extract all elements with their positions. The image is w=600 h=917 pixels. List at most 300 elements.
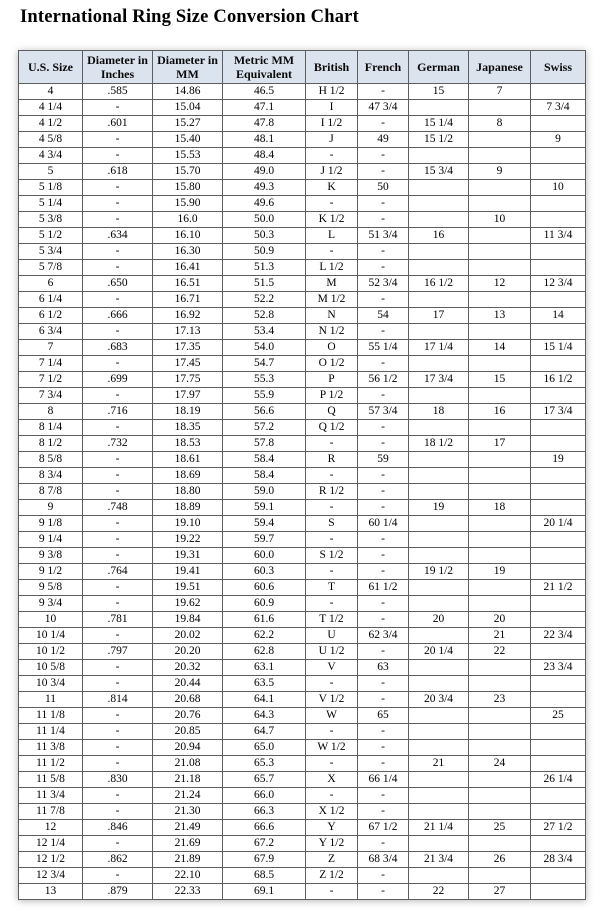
cell [409,212,469,228]
cell: 11 1/8 [19,708,83,724]
cell [469,596,531,612]
cell [469,148,531,164]
cell: I 1/2 [306,116,358,132]
cell: - [306,564,358,580]
cell [409,468,469,484]
cell: 9 3/8 [19,548,83,564]
cell [409,548,469,564]
cell [531,212,586,228]
cell: 18.53 [153,436,223,452]
cell: 11 3/8 [19,740,83,756]
table-row [19,548,586,564]
cell: 27 1/2 [531,820,586,836]
table-row [19,228,586,244]
cell [409,676,469,692]
cell: .716 [83,404,153,420]
cell: 20.94 [153,740,223,756]
cell: 11 5/8 [19,772,83,788]
cell: K 1/2 [306,212,358,228]
cell: .781 [83,612,153,628]
cell: - [83,212,153,228]
cell [469,580,531,596]
cell: - [358,84,409,100]
cell: - [83,740,153,756]
cell: 63.5 [223,676,306,692]
cell: 14.86 [153,84,223,100]
table-row [19,868,586,884]
table-row [19,132,586,148]
cell: 26 [469,852,531,868]
cell: 19 [409,500,469,516]
cell: - [306,756,358,772]
cell [531,260,586,276]
cell: 16.30 [153,244,223,260]
cell: 21.49 [153,820,223,836]
table-row [19,564,586,580]
cell: 28 3/4 [531,852,586,868]
cell: 50.9 [223,244,306,260]
cell: P [306,372,358,388]
cell: N 1/2 [306,324,358,340]
cell: 62.8 [223,644,306,660]
column-header: Diameter in Inches [83,51,153,84]
cell: P 1/2 [306,388,358,404]
cell: 61.6 [223,612,306,628]
cell: 19.10 [153,516,223,532]
cell: 11 1/2 [19,756,83,772]
cell [531,292,586,308]
table-row [19,500,586,516]
cell: 64.1 [223,692,306,708]
cell: M 1/2 [306,292,358,308]
cell: 10 3/4 [19,676,83,692]
cell: - [83,708,153,724]
cell: 19.51 [153,580,223,596]
cell [531,436,586,452]
cell: 18 [469,500,531,516]
cell: 57 3/4 [358,404,409,420]
column-header: German [409,51,469,84]
table-row [19,724,586,740]
cell: 11 1/4 [19,724,83,740]
cell [531,468,586,484]
cell [469,740,531,756]
page-title: International Ring Size Conversion Chart [20,7,359,27]
cell [409,740,469,756]
cell: 65 [358,708,409,724]
cell: 19.31 [153,548,223,564]
cell: 15 3/4 [409,164,469,180]
cell [469,804,531,820]
table-row [19,308,586,324]
cell [469,468,531,484]
cell: 52.2 [223,292,306,308]
cell [469,388,531,404]
table-row [19,404,586,420]
cell: 11 7/8 [19,804,83,820]
cell: 11 3/4 [19,788,83,804]
cell: - [306,596,358,612]
table-row [19,468,586,484]
cell: 19 1/2 [409,564,469,580]
cell [531,676,586,692]
cell: 22 3/4 [531,628,586,644]
cell: X 1/2 [306,804,358,820]
cell: 21 [409,756,469,772]
cell: 47.8 [223,116,306,132]
cell [469,788,531,804]
cell [531,612,586,628]
cell: 8 7/8 [19,484,83,500]
cell: L [306,228,358,244]
cell: 9 1/2 [19,564,83,580]
cell: - [358,676,409,692]
column-header: Diameter in MM [153,51,223,84]
cell [531,356,586,372]
cell: - [83,180,153,196]
cell [409,484,469,500]
cell: N [306,308,358,324]
cell: 16.92 [153,308,223,324]
cell: 17 1/4 [409,340,469,356]
cell [531,148,586,164]
cell: .699 [83,372,153,388]
cell [469,292,531,308]
cell: T [306,580,358,596]
cell [531,836,586,852]
cell: 21.24 [153,788,223,804]
cell: 12 1/2 [19,852,83,868]
table-row [19,212,586,228]
cell: 57.2 [223,420,306,436]
cell: - [83,484,153,500]
cell: - [83,532,153,548]
cell: 21.18 [153,772,223,788]
cell: 59 [358,452,409,468]
cell: - [358,212,409,228]
cell: - [306,788,358,804]
cell [469,516,531,532]
table-row [19,276,586,292]
cell: 10 1/2 [19,644,83,660]
cell: 66.3 [223,804,306,820]
cell: 5 1/2 [19,228,83,244]
table-row [19,164,586,180]
cell: Z 1/2 [306,868,358,884]
table-row [19,596,586,612]
cell: 10 [469,212,531,228]
cell [531,116,586,132]
cell [409,708,469,724]
cell [409,196,469,212]
cell: 51.5 [223,276,306,292]
cell: 5 1/8 [19,180,83,196]
cell: - [358,148,409,164]
cell: R 1/2 [306,484,358,500]
cell: 65.3 [223,756,306,772]
cell: 4 1/2 [19,116,83,132]
cell: 53.4 [223,324,306,340]
table-row [19,356,586,372]
cell: 4 3/4 [19,148,83,164]
cell: 5 7/8 [19,260,83,276]
cell: 59.4 [223,516,306,532]
cell: 21 3/4 [409,852,469,868]
cell: 65.7 [223,772,306,788]
cell [409,660,469,676]
cell: - [358,468,409,484]
cell: 24 [469,756,531,772]
cell: .797 [83,644,153,660]
cell: 59.1 [223,500,306,516]
table-row [19,260,586,276]
cell [469,724,531,740]
cell: 27 [469,884,531,900]
cell: 4 5/8 [19,132,83,148]
cell: 51 3/4 [358,228,409,244]
cell: 9 [469,164,531,180]
cell: - [306,724,358,740]
table-row [19,484,586,500]
cell: 15 1/2 [409,132,469,148]
cell: 60.9 [223,596,306,612]
cell: - [358,692,409,708]
cell: 22 [469,644,531,660]
cell: - [306,884,358,900]
cell: 55 1/4 [358,340,409,356]
cell: 21.08 [153,756,223,772]
cell: 19.62 [153,596,223,612]
cell: J 1/2 [306,164,358,180]
cell: 54.7 [223,356,306,372]
cell [409,356,469,372]
cell: - [83,100,153,116]
cell [469,484,531,500]
cell: 49.3 [223,180,306,196]
cell [409,788,469,804]
cell: 16.0 [153,212,223,228]
cell [531,532,586,548]
cell: 6 1/2 [19,308,83,324]
cell: O 1/2 [306,356,358,372]
cell [469,676,531,692]
cell: 16.10 [153,228,223,244]
cell: - [83,468,153,484]
table-row [19,116,586,132]
table-row [19,452,586,468]
cell: - [83,388,153,404]
cell [469,772,531,788]
cell: - [306,148,358,164]
cell [469,180,531,196]
cell: J [306,132,358,148]
cell: .666 [83,308,153,324]
cell: 52.8 [223,308,306,324]
cell: .732 [83,436,153,452]
cell: - [83,836,153,852]
cell: 15 [409,84,469,100]
cell: .764 [83,564,153,580]
cell: Q [306,404,358,420]
cell: 23 3/4 [531,660,586,676]
cell: Y 1/2 [306,836,358,852]
cell: 7 3/4 [19,388,83,404]
table-row [19,852,586,868]
cell: - [306,468,358,484]
cell [531,596,586,612]
cell: 18.61 [153,452,223,468]
cell: 7 [19,340,83,356]
cell: 17 [469,436,531,452]
cell: - [358,644,409,660]
cell [469,100,531,116]
cell [531,724,586,740]
cell [469,532,531,548]
cell: 60.3 [223,564,306,580]
table-row [19,788,586,804]
cell: 8 1/4 [19,420,83,436]
cell: 5 3/4 [19,244,83,260]
cell: 10 [19,612,83,628]
cell [409,324,469,340]
cell: 9 [19,500,83,516]
cell: V [306,660,358,676]
cell: 19 [531,452,586,468]
table-row [19,388,586,404]
cell [409,596,469,612]
cell: - [358,884,409,900]
cell: U [306,628,358,644]
cell [531,548,586,564]
cell [531,756,586,772]
cell: S [306,516,358,532]
cell [409,516,469,532]
cell: 6 3/4 [19,324,83,340]
cell: 11 3/4 [531,228,586,244]
cell: 9 3/4 [19,596,83,612]
cell: 15 [469,372,531,388]
cell: 22.33 [153,884,223,900]
cell [469,228,531,244]
cell: 50.0 [223,212,306,228]
cell: 9 1/8 [19,516,83,532]
cell: 17 3/4 [531,404,586,420]
cell: .748 [83,500,153,516]
cell: 67.2 [223,836,306,852]
cell: 16.41 [153,260,223,276]
cell [469,324,531,340]
cell [409,628,469,644]
cell: - [358,292,409,308]
table-row [19,516,586,532]
cell: 12 3/4 [531,276,586,292]
cell: 17.75 [153,372,223,388]
table-row [19,628,586,644]
cell [409,580,469,596]
cell [469,660,531,676]
cell: - [83,196,153,212]
table-row [19,644,586,660]
cell: .683 [83,340,153,356]
table-row [19,340,586,356]
cell: - [83,676,153,692]
cell: 58.4 [223,468,306,484]
cell: 18 1/2 [409,436,469,452]
cell: 8 3/4 [19,468,83,484]
cell: 64.3 [223,708,306,724]
cell: 22.10 [153,868,223,884]
cell [409,100,469,116]
cell: 15.40 [153,132,223,148]
cell: - [83,756,153,772]
cell: L 1/2 [306,260,358,276]
cell: - [83,452,153,468]
cell: - [358,260,409,276]
table-row [19,884,586,900]
cell: 60 1/4 [358,516,409,532]
cell: - [83,324,153,340]
table-row [19,676,586,692]
cell: 5 1/4 [19,196,83,212]
cell: - [358,740,409,756]
cell [531,244,586,260]
cell: - [358,596,409,612]
cell: 66 1/4 [358,772,409,788]
cell: 8 [19,404,83,420]
cell: .862 [83,852,153,868]
cell: - [83,356,153,372]
table-row [19,804,586,820]
cell: K [306,180,358,196]
column-header: Japanese [469,51,531,84]
cell [409,180,469,196]
cell [531,884,586,900]
header-row [19,51,586,84]
cell: 20.85 [153,724,223,740]
cell [409,452,469,468]
cell: 63.1 [223,660,306,676]
cell: 10 [531,180,586,196]
cell [409,724,469,740]
cell [531,84,586,100]
cell [409,420,469,436]
cell: 20.32 [153,660,223,676]
cell: H 1/2 [306,84,358,100]
cell [409,244,469,260]
table-row [19,84,586,100]
cell [531,740,586,756]
cell: 49.6 [223,196,306,212]
cell [409,868,469,884]
cell: - [83,580,153,596]
cell: - [83,660,153,676]
cell: 58.4 [223,452,306,468]
cell: - [83,548,153,564]
cell: 26 1/4 [531,772,586,788]
cell: 7 1/4 [19,356,83,372]
cell: - [358,756,409,772]
table-row [19,756,586,772]
cell [469,420,531,436]
table-row [19,612,586,628]
cell: 7 1/2 [19,372,83,388]
cell: - [83,788,153,804]
cell: 59.7 [223,532,306,548]
cell: V 1/2 [306,692,358,708]
cell: 16 [409,228,469,244]
cell: 55.3 [223,372,306,388]
table-row [19,772,586,788]
